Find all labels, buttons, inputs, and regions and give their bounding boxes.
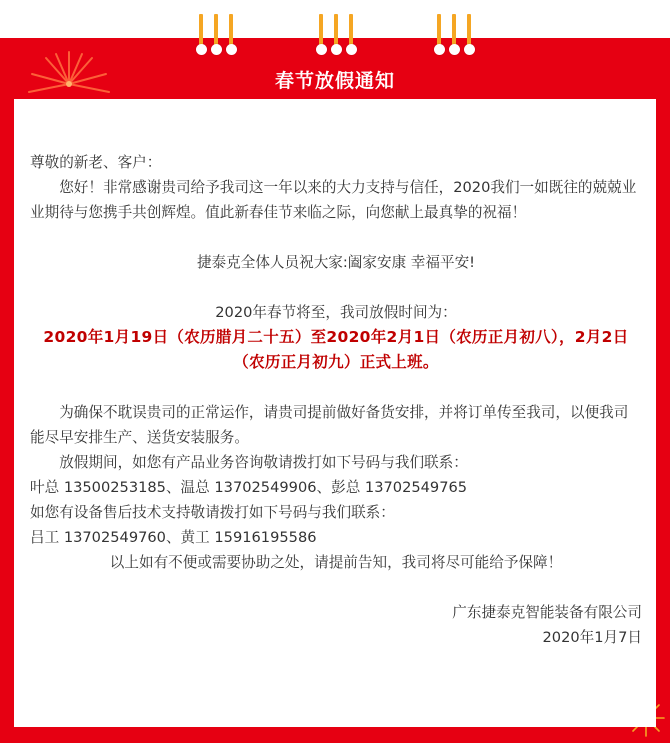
closing-line: 以上如有不便或需要协助之处，请提前告知，我司将尽可能给予保障！ — [109, 554, 563, 571]
sales-contacts: 叶总 13500253185、温总 13702549906、彭总 13702549765 — [30, 479, 468, 496]
page-title: 春节放假通知 — [274, 70, 395, 92]
binder-rings-right — [434, 14, 474, 58]
thanks-paragraph: 您好！非常感谢贵司给予我司这一年以来的大力支持与信任，2020我们一如既往的兢兢业业期待与您携手共创辉煌。值此新春佳节来临之际，向您献上最真挚的祝福！ — [30, 179, 637, 221]
company-signature: 广东捷泰克智能装备有限公司 — [452, 604, 642, 621]
contact-intro: 放假期间，如您有产品业务咨询敬请拨打如下号码与我们联系： — [59, 454, 468, 471]
greeting: 尊敬的新老、客户： — [30, 154, 162, 171]
notice-body — [30, 150, 642, 650]
blessing-line: 捷泰克全体人员祝大家:阖家安康 幸福平安! — [196, 254, 476, 271]
tech-support-intro: 如您有设备售后技术支持敬请拨打如下号码与我们联系： — [30, 504, 395, 521]
order-arrangement-paragraph: 为确保不耽误贵司的正常运作，请贵司提前做好备货安排，并将订单传至我司，以便我司能尽早安排生产、送货安装服务。 — [30, 404, 629, 446]
notice-date: 2020年1月7日 — [542, 629, 642, 646]
holiday-intro: 2020年春节将至，我司放假时间为： — [215, 304, 457, 321]
binder-rings-left — [196, 14, 236, 58]
binder-rings-middle — [316, 14, 356, 58]
tech-contacts: 吕工 13702549760、黄工 15916195586 — [30, 529, 317, 546]
holiday-dates: 2020年1月19日（农历腊月二十五）至2020年2月1日（农历正月初八），2月2日（农历正月初九）正式上班。 — [43, 328, 629, 371]
